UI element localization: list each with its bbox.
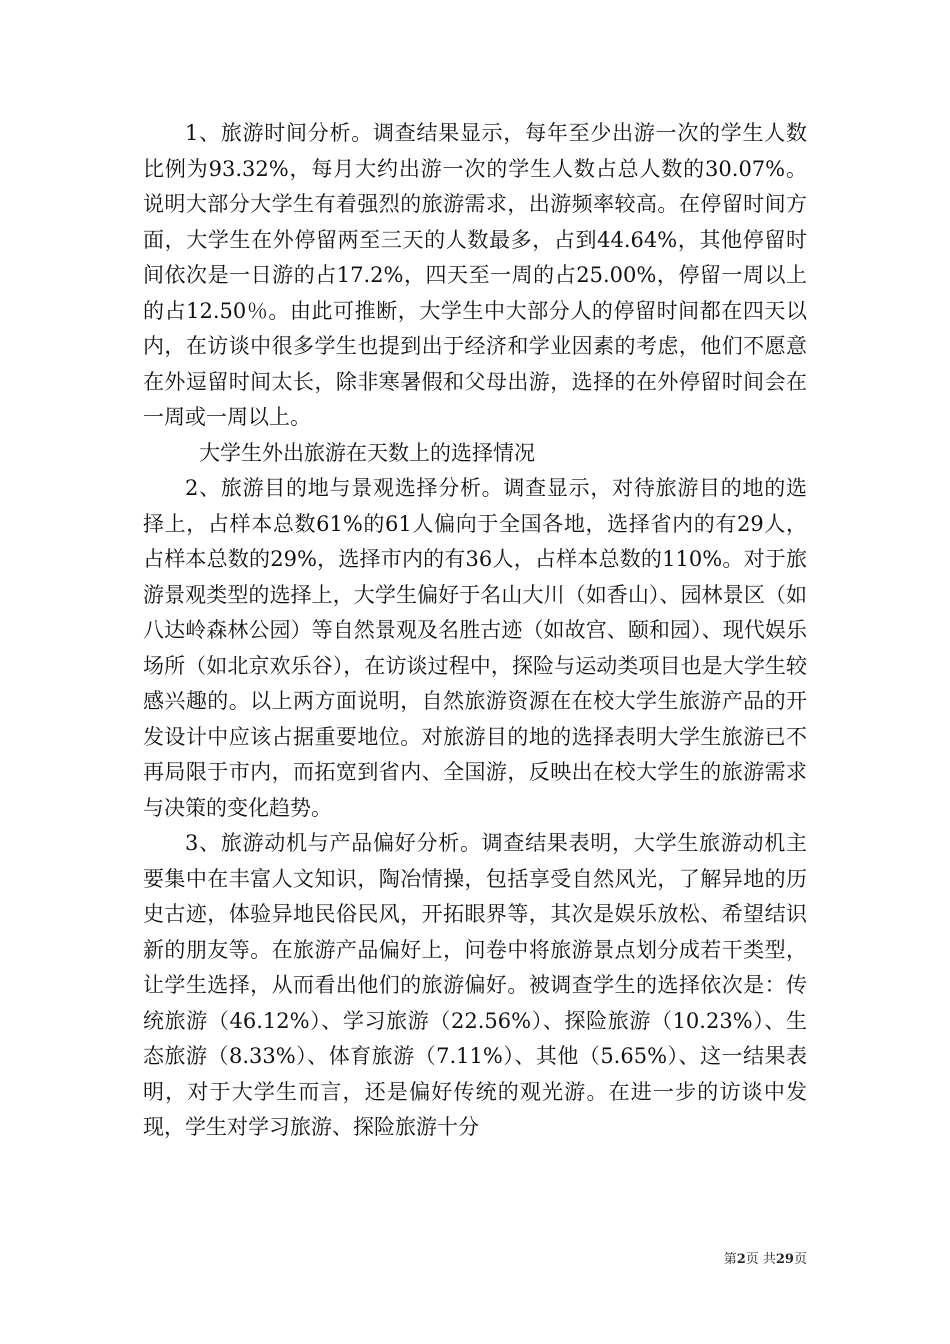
paragraph-destination: 2、旅游目的地与景观选择分析。调查显示，对待旅游目的地的选择上，占样本总数61%的61人偏向于全国各地，选择省内的有29人，占样本总数的29%，选择市内的有36人，占样本总数的110%。对于旅游景观类型的选择上，大学生偏好于名山大川（如香山）、园林景区（如八达岭森林公园）等自然景观及名胜古迹（如故宫、颐和园）、现代娱乐场所（如北京欢乐谷），在访谈过程中，探险与运动类项目也是大学生较感兴趣的。以上两方面说明，自然旅游资源在在校大学生旅游产品的开发设计中应该占据重要地位。对旅游目的地的选择表明大学生旅游已不再局限于市内，而拓宽到省内、全国游，反映出在校大学生的旅游需求与决策的变化趋势。 <box>143 476 807 820</box>
paragraph-travel-time: 1、旅游时间分析。调查结果显示，每年至少出游一次的学生人数比例为93.32%，每月大约出游一次的学生人数占总人数的30.07%。说明大部分大学生有着强烈的旅游需求，出游频率较高。在停留时间方面，大学生在外停留两至三天的人数最多，占到44.64%，其他停留时间依次是一日游的占17.2%，四天至一周的占25.00%，停留一周以上的占12.50％。由此可推断，大学生中大部分人的停留时间都在四天以内，在访谈中很多学生也提到出于经济和学业因素的考虑，他们不愿意在外逗留时间太长，除非寒暑假和父母出游，选择的在外停留时间会在一周或一周以上。 <box>143 121 807 429</box>
page-number-current: 2 <box>736 1252 746 1267</box>
body-text <box>143 116 807 1146</box>
figure-caption: 大学生外出旅游在天数上的选择情况 <box>199 440 535 465</box>
paragraph-motivation: 3、旅游动机与产品偏好分析。调查结果表明，大学生旅游动机主要集中在丰富人文知识，陶冶情操，包括享受自然风光，了解异地的历史古迹，体验异地民俗民风，开拓眼界等，其次是娱乐放松、希望结识新的朋友等。在旅游产品偏好上，问卷中将旅游景点划分成若干类型，让学生选择，从而看出他们的旅游偏好。被调查学生的选择依次是：传统旅游（46.12%）、学习旅游（22.56%）、探险旅游（10.23%）、生态旅游（8.33%）、体育旅游（7.11%）、其他（5.65%）、这一结果表明，对于大学生而言，还是偏好传统的观光游。在进一步的访谈中发现，学生对学习旅游、探险旅游十分 <box>143 831 807 1139</box>
page-number-total: 29 <box>775 1252 794 1267</box>
page-number-prefix: 第 <box>723 1252 737 1267</box>
page-number-suffix: 页 <box>793 1252 807 1267</box>
page-number <box>724 1248 807 1267</box>
page-number-middle: 页 共 <box>745 1252 776 1267</box>
